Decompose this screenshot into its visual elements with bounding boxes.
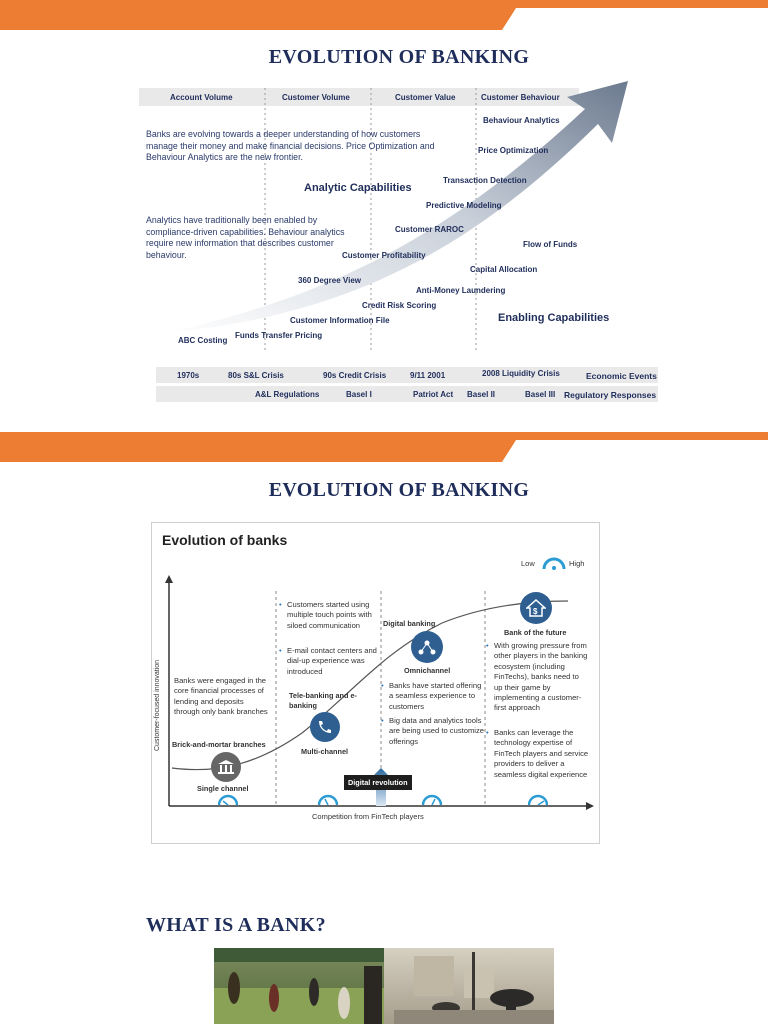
col2-stage: Tele-banking and e-banking (289, 691, 357, 710)
label-funds-transfer-pricing: Funds Transfer Pricing (235, 331, 323, 340)
intro-paragraph: Banks are evolving towards a deeper understanding of how customers manage their money and make financial decisions. Price Optimization and Behaviour Analytics are the new frontier. (146, 129, 435, 162)
event-80s-sl-crisis: 80s S&L Crisis (228, 371, 284, 380)
reg-al-regulations: A&L Regulations (255, 390, 320, 399)
col3-caption: Omnichannel (404, 666, 451, 675)
digital-network-icon (411, 631, 443, 663)
label-anti-money-laundering: Anti-Money Laundering (416, 286, 506, 295)
col3-stage: Digital banking (383, 619, 436, 628)
legend-low: Low (521, 559, 535, 568)
band-customer-behaviour: Customer Behaviour (481, 93, 560, 102)
event-1970s: 1970s (177, 371, 200, 380)
slide-title: WHAT IS A BANK? (146, 914, 326, 936)
phone-mail-icon (310, 712, 340, 742)
label-abc-costing: ABC Costing (178, 336, 228, 345)
slide-title: EVOLUTION OF BANKING (268, 479, 530, 501)
event-2008-liquidity-crisis: 2008 Liquidity Crisis (482, 369, 560, 378)
house-dollar-icon (520, 592, 552, 624)
col3-bullet-1: • Banks have started offering a seamless experience to customers (389, 681, 484, 712)
gauge-mid-high-icon (422, 793, 442, 805)
slide-title: EVOLUTION OF BANKING (268, 46, 530, 68)
col2-bullet-1: • Customers started using multiple touch points with siloed communication (287, 600, 377, 631)
digital-revolution-badge: Digital revolution (344, 775, 412, 790)
y-axis-label: Customer-focused innovation (154, 659, 161, 751)
col2-caption: Multi-channel (301, 747, 349, 756)
bank-building-icon (211, 752, 241, 782)
orange-header-bar (0, 0, 768, 30)
label-customer-information-file: Customer Information File (290, 316, 390, 325)
label-customer-raroc: Customer RAROC (395, 225, 464, 234)
regulatory-band (156, 386, 658, 402)
col1-caption: Single channel (197, 784, 249, 793)
col2-bullet-2: • E-mail contact centers and dial-up experience was introduced (287, 646, 377, 677)
col1-stage: Brick-and-mortar branches (172, 740, 266, 749)
gauge-high-icon (528, 793, 548, 805)
label-flow-of-funds: Flow of Funds (523, 240, 578, 249)
gauge-mid-low-icon (318, 793, 338, 805)
label-customer-profitability: Customer Profitability (342, 251, 426, 260)
analytics-paragraph: Analytics have traditionally been enabled by compliance-driven capabilities. Behaviour analytics require new information that describes customer behaviour. (146, 215, 345, 260)
band-customer-volume: Customer Volume (282, 93, 350, 102)
label-credit-risk-scoring: Credit Risk Scoring (362, 301, 437, 310)
legend-high: High (569, 559, 585, 568)
label-predictive-modeling: Predictive Modeling (426, 201, 502, 210)
band-customer-value: Customer Value (395, 93, 456, 102)
svg-text:$: $ (533, 607, 538, 616)
label-price-optimization: Price Optimization (478, 146, 549, 155)
analytic-capabilities-label: Analytic Capabilities (304, 182, 412, 194)
reg-basel-2: Basel II (467, 390, 496, 399)
enabling-capabilities-label: Enabling Capabilities (498, 312, 610, 324)
event-90s-credit-crisis: 90s Credit Crisis (323, 371, 387, 380)
reg-basel-1: Basel I (346, 390, 372, 399)
col3-bullet-2: • Big data and analytics tools are being used to customize offerings (389, 716, 484, 747)
economic-events-band (156, 367, 658, 383)
evolution-card (151, 522, 600, 844)
painting-collage-image (214, 948, 554, 1024)
col4-stage: Bank of the future (504, 628, 567, 637)
gauge-low-icon (218, 793, 238, 805)
event-9-11-2001: 9/11 2001 (410, 371, 446, 380)
reg-patriot-act: Patriot Act (413, 390, 454, 399)
label-transaction-detection: Transaction Detection (443, 176, 527, 185)
band-account-volume: Account Volume (170, 93, 233, 102)
label-behaviour-analytics: Behaviour Analytics (483, 116, 560, 125)
label-360-degree-view: 360 Degree View (298, 276, 362, 285)
reg-basel-3: Basel III (525, 390, 556, 399)
col4-bullet-2: • Banks can leverage the technology expertise of FinTech players and service providers to deliver a seamless digital experience (494, 728, 589, 780)
col1-description: Banks were engaged in the core financial processes of lending and deposits through only bank branches (174, 676, 268, 717)
col4-bullet-1: • With growing pressure from other players in the banking ecosystem (including FinTechs), banks need to up their game by implementing a customer-first approach (494, 641, 589, 714)
x-axis-label: Competition from FinTech players (312, 812, 424, 821)
regulatory-responses-label: Regulatory Responses (564, 390, 657, 400)
card-title: Evolution of banks (162, 532, 288, 548)
label-capital-allocation: Capital Allocation (470, 265, 538, 274)
orange-header-bar (0, 432, 768, 462)
economic-events-label: Economic Events (586, 371, 657, 381)
